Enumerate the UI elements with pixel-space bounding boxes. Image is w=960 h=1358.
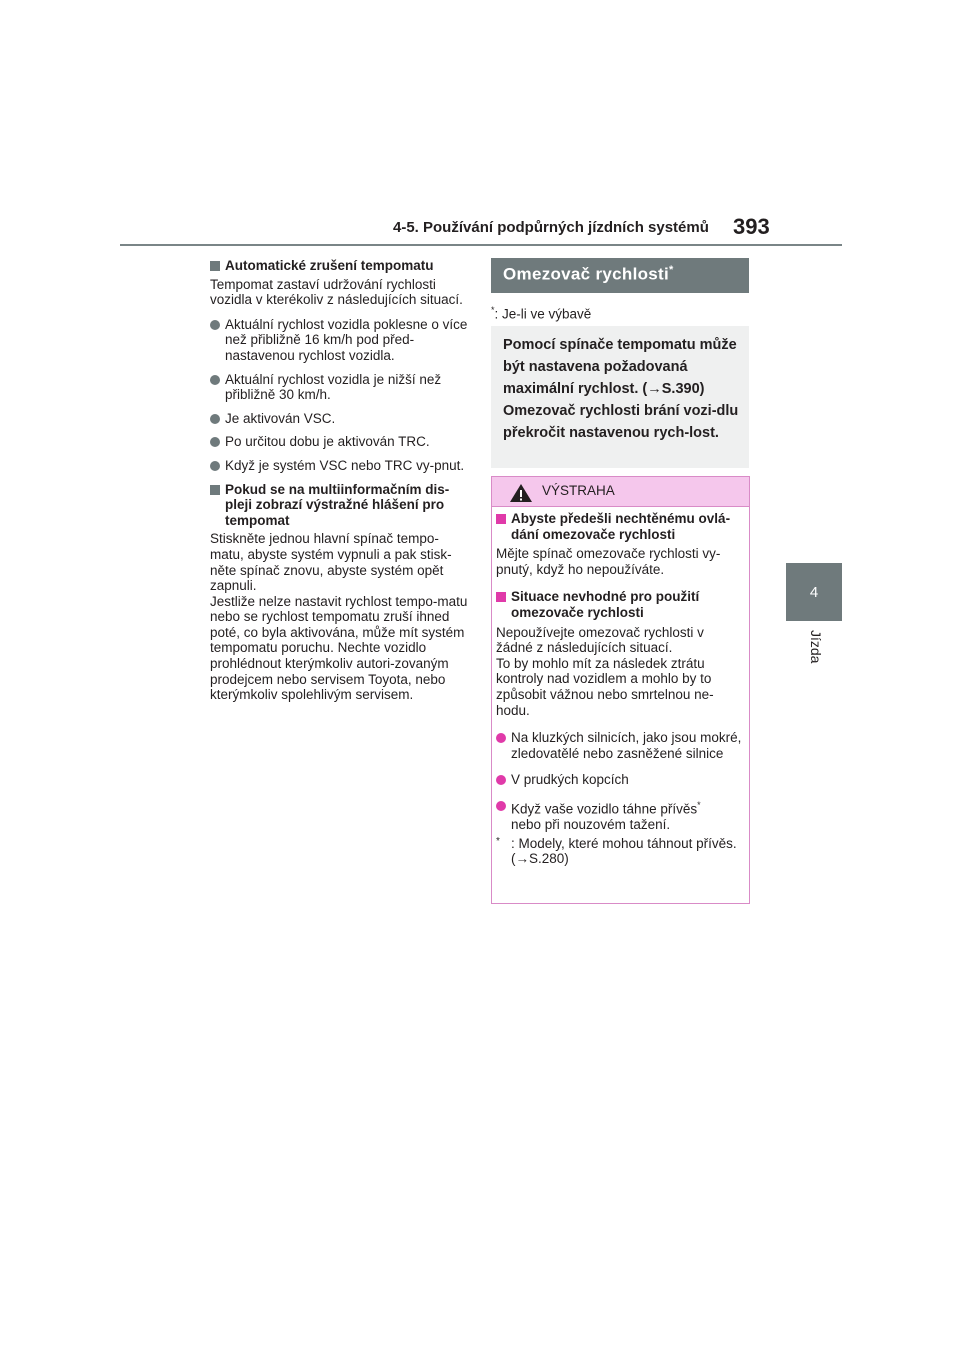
round-bullet-icon (496, 801, 506, 811)
list-item: Aktuální rychlost vozidla je nižší než přibližně 30 km/h. (210, 372, 472, 403)
warning-triangle-icon (509, 483, 533, 503)
square-bullet-icon (496, 592, 506, 602)
warning-subheading: Abyste předešli nechtěnému ovlá-dání omezovače rychlosti (496, 511, 744, 542)
round-bullet-icon (210, 461, 220, 471)
list-item: Aktuální rychlost vozidla poklesne o více než přibližně 16 km/h pod před-nastavenou rychlost vozidla. (210, 317, 472, 364)
footnote: * : Modely, které mohou táhnout přívěs. (→S.280) (496, 835, 737, 867)
header-rule (120, 244, 842, 246)
square-bullet-icon (210, 485, 220, 495)
chapter-tab (786, 563, 842, 621)
round-bullet-icon (496, 775, 506, 785)
warning-subheading: Situace nevhodné pro použití omezovače rychlosti (496, 589, 744, 620)
intro-box (491, 326, 749, 468)
list-item: Po určitou dobu je aktivován TRC. (210, 434, 472, 450)
paragraph: Tempomat zastaví udržování rychlosti vozidla v kterékoliv z následujících situací. (210, 276, 463, 308)
paragraph: To by mohlo mít za následek ztrátu kontroly nad vozidlem a mohlo by to způsobit vážnou nebo smrtelnou ne-hodu. (496, 655, 714, 718)
warning-body (496, 511, 744, 867)
square-bullet-icon (210, 261, 220, 271)
chapter-label: Jízda (808, 630, 824, 664)
round-bullet-icon (210, 320, 220, 330)
intro-text: Pomocí spínače tempomatu může být nastavena požadovaná maximální rychlost. (→S.390) Omezovač rychlosti brání vozi-dlu překročit nastavenou rych-lost. (503, 337, 739, 441)
square-bullet-icon (496, 514, 506, 524)
paragraph: Nepoužívejte omezovač rychlosti v žádné z následujících situací. (496, 624, 704, 656)
warning-box (491, 476, 750, 904)
paragraph: Stiskněte jednou hlavní spínač tempo-matu, abyste systém vypnuli a pak stisk-něte spínač znovu, abyste systém opět zapnuli. (210, 531, 452, 594)
subheading: Automatické zrušení tempomatu (210, 258, 472, 274)
list-item: Když je systém VSC nebo TRC vy-pnut. (210, 458, 472, 474)
warning-header (492, 477, 749, 507)
section-heading-band (491, 258, 749, 293)
section-title: 4-5. Používání podpůrných jízdních systémů (393, 219, 709, 236)
left-column (210, 258, 472, 703)
round-bullet-icon (210, 375, 220, 385)
page-number: 393 (733, 214, 770, 239)
chapter-number: 4 (809, 583, 819, 601)
round-bullet-icon (496, 733, 506, 743)
round-bullet-icon (210, 437, 220, 447)
subheading: Pokud se na multiinformačním dis-pleji zobrazí výstražné hlášení pro tempomat (210, 482, 472, 529)
warning-title: VÝSTRAHA (542, 483, 615, 498)
paragraph: Jestliže nelze nastavit rychlost tempo-matu nebo se rychlost tempomatu zruší ihned poté, co byla aktivována, může mít systém tempomatu poruchu. Nechte vozidlo prohlédnout kterýmkoliv autori-zovaným prodejcem nebo servisem Toyota, nebo kterýmkoliv spolehlivým servisem. (210, 593, 468, 703)
list-item: Na kluzkých silnicích, jako jsou mokré, zledovatělé nebo zasněžené silnice (496, 730, 744, 761)
section-heading: Omezovač rychlosti* (503, 264, 674, 284)
list-item: Když vaše vozidlo táhne přívěs* nebo při nouzovém tažení. (496, 798, 744, 833)
list-item: Je aktivován VSC. (210, 411, 472, 427)
footnote: *: Je-li ve výbavě (491, 305, 592, 322)
list-item: V prudkých kopcích (496, 772, 744, 788)
paragraph: Mějte spínač omezovače rychlosti vy-pnutý, když ho nepoužíváte. (496, 546, 721, 577)
round-bullet-icon (210, 414, 220, 424)
